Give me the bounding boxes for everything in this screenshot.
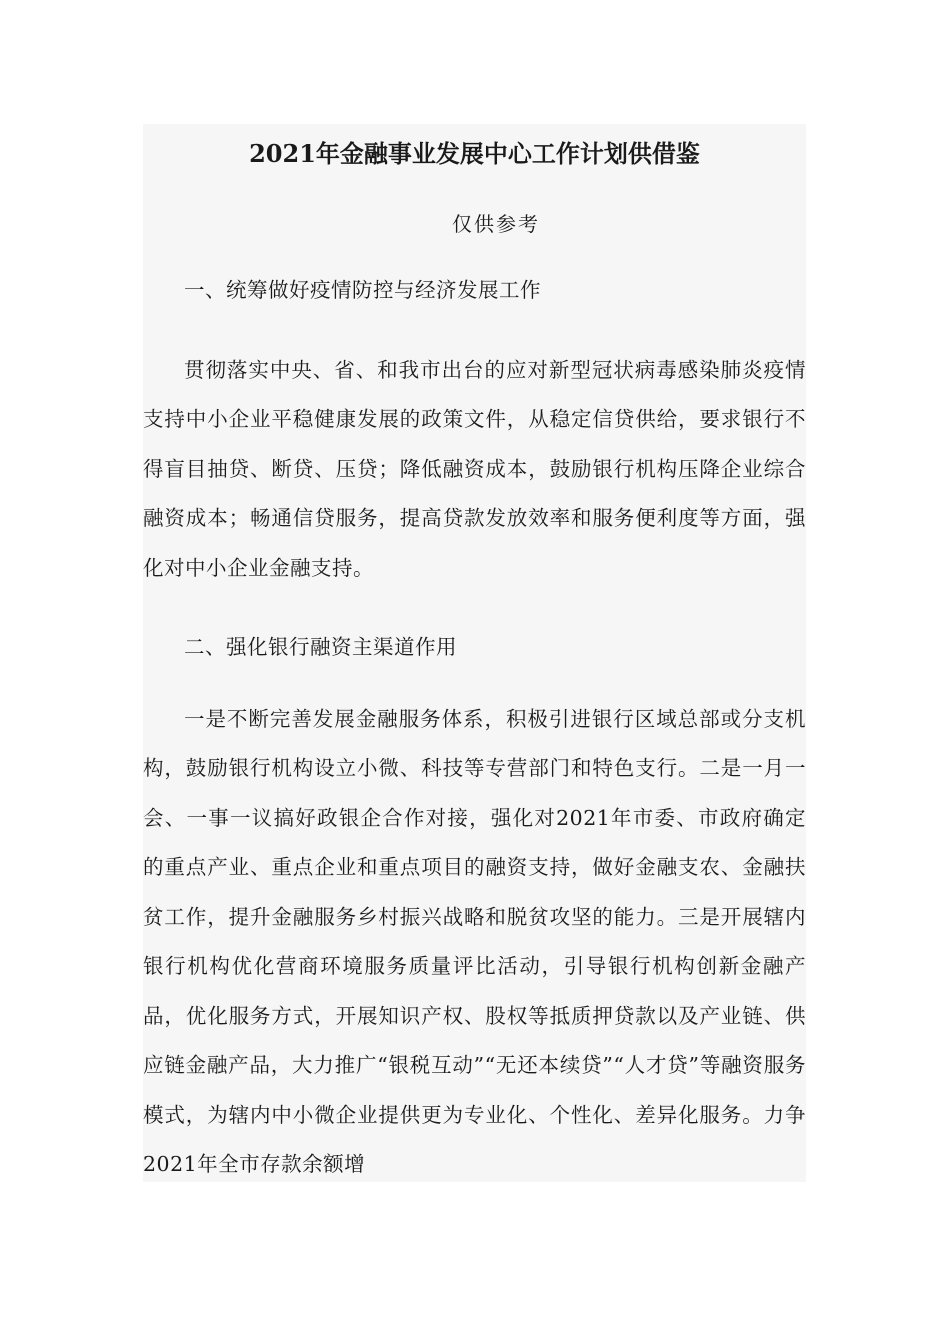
document-title: 2021年金融事业发展中心工作计划供借鉴 (249, 139, 700, 168)
section-heading-1: 一、统筹做好疫情防控与经济发展工作 (184, 278, 541, 302)
section-heading-2: 二、强化银行融资主渠道作用 (184, 635, 457, 659)
section-body-1: 贯彻落实中央、省、和我市出台的应对新型冠状病毒感染肺炎疫情支持中小企业平稳健康发展的政策文件，从稳定信贷供给，要求银行不得盲目抽贷、断贷、压贷；降低融资成本，鼓励银行机构压降企业综合融资成本；畅通信贷服务，提高贷款发放效率和服务便利度等方面，强化对中小企业金融支持。 (143, 357, 806, 580)
section-body-2: 一是不断完善发展金融服务体系，积极引进银行区域总部或分支机构，鼓励银行机构设立小微、科技等专营部门和特色支行。二是一月一会、一事一议搞好政银企合作对接，强化对2021年市委、市政府确定的重点产业、重点企业和重点项目的融资支持，做好金融支农、金融扶贫工作，提升金融服务乡村振兴战略和脱贫攻坚的能力。三是开展辖内银行机构优化营商环境服务质量评比活动，引导银行机构创新金融产品，优化服务方式，开展知识产权、股权等抵质押贷款以及产业链、供应链金融产品，大力推广“银税互动”“无还本续贷”“人才贷”等融资服务模式，为辖内中小微企业提供更为专业化、个性化、差异化服务。力争2021年全市存款余额增 (143, 706, 806, 1176)
document-body (143, 124, 806, 1182)
document-subtitle: 仅供参考 (452, 212, 540, 236)
